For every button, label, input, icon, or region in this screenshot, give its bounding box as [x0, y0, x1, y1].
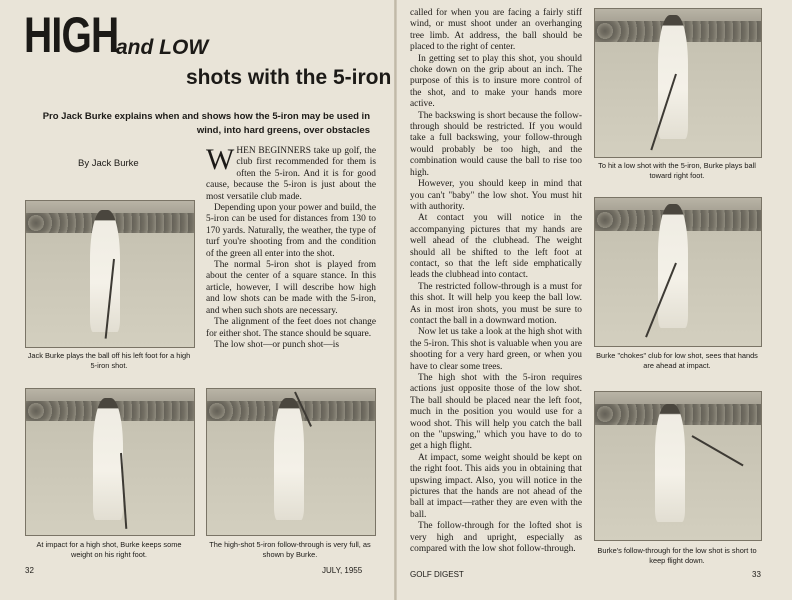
- article-column-2: [410, 8, 582, 556]
- page-number-left: 32: [25, 566, 34, 575]
- paragraph: The backswing is short because the follow-through should be restricted. If you would take a full backswing, your follow-through would probably be too high, and the combination would cause the ball to rise too high.: [410, 110, 582, 178]
- caption-photo-1: Jack Burke plays the ball off his left foot for a high 5-iron shot.: [27, 351, 191, 370]
- title-high: HIGH: [24, 7, 119, 63]
- paragraph: The follow-through for the lofted shot is very high and upright, especially as compared with the low shot follow-through.: [410, 521, 582, 555]
- caption-photo-2: At impact for a high shot, Burke keeps some weight on his right foot.: [36, 540, 182, 559]
- drop-cap: W: [206, 143, 235, 176]
- article-column-1: [206, 143, 376, 351]
- paragraph: The normal 5-iron shot is played from about the center of a square stance. In this article, however, I will describe how high and low shots can be made with the 5-iron, and when such shots are necessary.: [206, 260, 376, 316]
- title-subheading: shots with the 5-iron: [186, 66, 392, 89]
- paragraph: WHEN BEGINNERS take up golf, the club first recommended for them is often the 5-iron. And it is for good cause, because the 5-iron is just about the most versatile club made.: [206, 143, 376, 202]
- photo-golfer-low-impact: [594, 197, 762, 347]
- paragraph: In getting set to play this shot, you should choke down on the grip about an inch. The purpose of this is to insure more control of the shot, and to make your hands more active.: [410, 53, 582, 110]
- paragraph: called for when you are facing a fairly stiff wind, or must shoot under an overhanging tree limb. At address, the ball should be placed to the right of center.: [410, 8, 582, 53]
- photo-golfer-high-follow-through: [206, 388, 376, 536]
- paragraph: The alignment of the feet does not change for either shot. The stance should be square.: [206, 317, 376, 339]
- paragraph: The restricted follow-through is a must for this shot. It will help you keep the ball low. As in most iron shots, you must be sure to contact the ball in a downward motion.: [410, 281, 582, 326]
- photo-golfer-low-address: [594, 8, 762, 158]
- title-low: and LOW: [116, 36, 209, 59]
- paragraph: Depending upon your power and build, the 5-iron can be used for distances from 130 to 170 yards. Naturally, the weather, the type of turf you're shooting from and the condition of the green all enter into the shot.: [206, 203, 376, 259]
- article-deck: Pro Jack Burke explains when and shows how the 5-iron may be used in wind, into hard greens, over obstacles: [42, 111, 370, 136]
- paragraph: At impact, some weight should be kept on the right foot. This aids you in obtaining that upswing impact. Also, you will notice in the pictures that the hands are not ahead of the ball at impact—rather they are even with the ball.: [410, 452, 582, 520]
- page-number-right: 33: [752, 570, 761, 579]
- paragraph: The high shot with the 5-iron requires actions just opposite those of the low shot. The ball should be placed near the left foot, much in the position you would use for a wood shot. This will help you catch the ball on the "upswing," which you have to do to get a high flight.: [410, 373, 582, 452]
- caption-photo-4: To hit a low shot with the 5-iron, Burke plays ball toward right foot.: [598, 161, 756, 180]
- byline: By Jack Burke: [78, 158, 139, 169]
- photo-golfer-high-impact: [25, 388, 195, 536]
- paragraph: However, you should keep in mind that you can't "baby" the low shot. You must hit with authority.: [410, 179, 582, 212]
- magazine-name: GOLF DIGEST: [410, 570, 464, 579]
- photo-golfer-low-follow-through: [594, 391, 762, 541]
- caption-photo-5: Burke "chokes" club for low shot, sees that hands are ahead at impact.: [596, 351, 758, 370]
- caption-photo-6: Burke's follow-through for the low shot is short to keep flight down.: [597, 546, 757, 565]
- photo-golfer-high-address: [25, 200, 195, 348]
- paragraph: At contact you will notice in the accompanying pictures that my hands are well ahead of the clubhead. The weight should all be shifted to the left foot at contact, so that the left side emphatically leads the clubhead into contact.: [410, 213, 582, 281]
- caption-photo-3: The high-shot 5-iron follow-through is very full, as shown by Burke.: [209, 540, 371, 559]
- paragraph: Now let us take a look at the high shot with the 5-iron. This shot is valuable when you are shooting for a very hard green, or when you have to clear some trees.: [410, 327, 582, 372]
- issue-date: JULY, 1955: [322, 566, 363, 575]
- paragraph: The low shot—or punch shot—is: [214, 339, 339, 350]
- gutter: [394, 0, 397, 600]
